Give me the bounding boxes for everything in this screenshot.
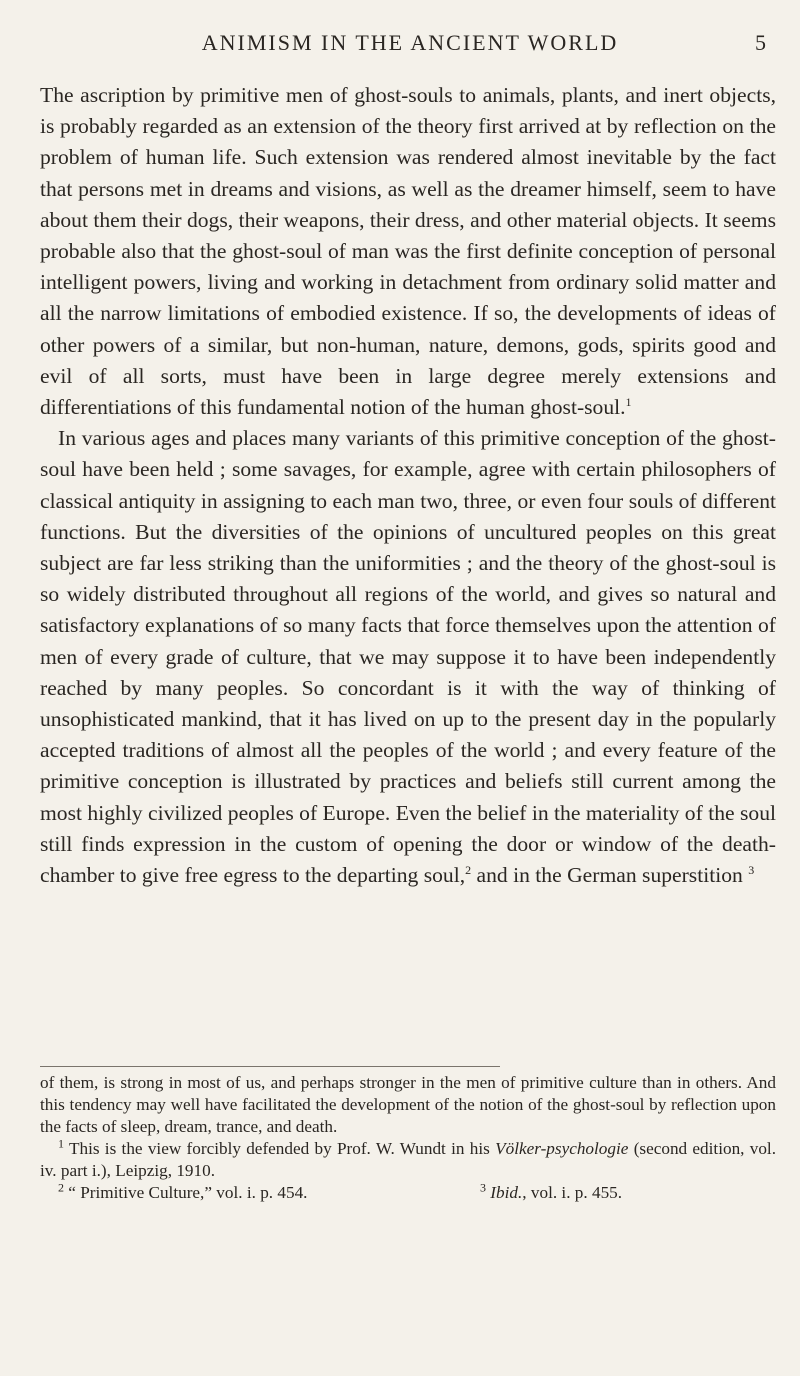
footnote-2 [40,1182,480,1204]
paragraph-2-text-b: and in the German superstition [471,863,743,888]
footnote-1-title: Völker-psychologie [495,1139,629,1158]
footnote-1-marker: 1 [58,1136,64,1151]
page-number: 5 [755,30,766,55]
footnote-1-text-b: (second edition, vol. iv. part i.), Leipzig, 1910. [40,1139,776,1180]
footnote-1-text-a: This is the view forcibly defended by Prof. W. Wundt in his [64,1139,496,1158]
running-head: ANIMISM IN THE ANCIENT WORLD [201,30,619,55]
footnote-2-text: “ Primitive Culture,” vol. i. p. 454. [64,1183,308,1202]
paragraph-1-text: The ascription by primitive men of ghost-souls to animals, plants, and inert objects, is probably regarded as an extension of the theory first arrived at by reflection on the problem of human life. Such extension was rendered almost inevitable by the fact that persons met in dreams and visions, as well as the dreamer himself, seem to have about them their dogs, their weapons, their dress, and other material objects. It seems probable also that the ghost-soul of man was the first definite conception of personal intelligent powers, living and working in detachment from ordinary solid matter and all the narrow limitations of embodied existence. If so, the developments of ideas of other powers of a similar, but non-human, nature, demons, gods, spirits good and evil of all sorts, must have been in large degree merely extensions and differentiations of this fundamental notion of the human ghost-soul. [40,83,776,420]
paragraph-2 [40,423,776,891]
page-header [40,30,780,60]
footnote-ref-1: 1 [625,394,632,409]
footnote-3 [480,1182,622,1204]
footnotes [40,1072,776,1204]
footnote-1 [40,1138,776,1182]
paragraph-1 [40,80,776,423]
footnote-ref-3: 3 [748,862,755,877]
footnote-divider [40,1066,500,1067]
footnote-3-marker: 3 [480,1180,486,1195]
footnote-ref-2: 2 [465,862,472,877]
footnote-continued: of them, is strong in most of us, and perhaps stronger in the men of primitive culture than in others. And this tendency may well have facilitated the development of the notion of the ghost-soul by reflection upon the facts of sleep, dream, trance, and death. [40,1073,776,1136]
paragraph-2-text-a: In various ages and places many variants of this primitive conception of the ghost-soul have been held ; some savages, for example, agree with certain philosophers of classical antiquity in assigning to each man two, three, or even four souls of different functions. But the diversities of the opinions of uncultured peoples on this great subject are far less striking than the uniformities ; and the theory of the ghost-soul is so widely distributed throughout all regions of the world, and gives so natural and satisfactory explanations of so many facts that force themselves upon the attention of men of every grade of culture, that we may suppose it to have been independently reached by many peoples. So concordant is it with the way of thinking of unsophisticated mankind, that it has lived on up to the present day in the popularly accepted traditions of almost all the peoples of the world ; and every feature of the primitive conception is illustrated by practices and beliefs still current among the most highly civilized peoples of Europe. Even the belief in the materiality of the soul still finds expression in the custom of opening the door or window of the death-chamber to give free egress to the departing soul, [40,426,776,888]
footnote-2-marker: 2 [58,1180,64,1195]
footnote-3-ibid: Ibid. [490,1183,523,1202]
footnote-row [40,1182,776,1204]
body-text [40,80,776,891]
footnote-3-text: , vol. i. p. 455. [522,1183,623,1202]
